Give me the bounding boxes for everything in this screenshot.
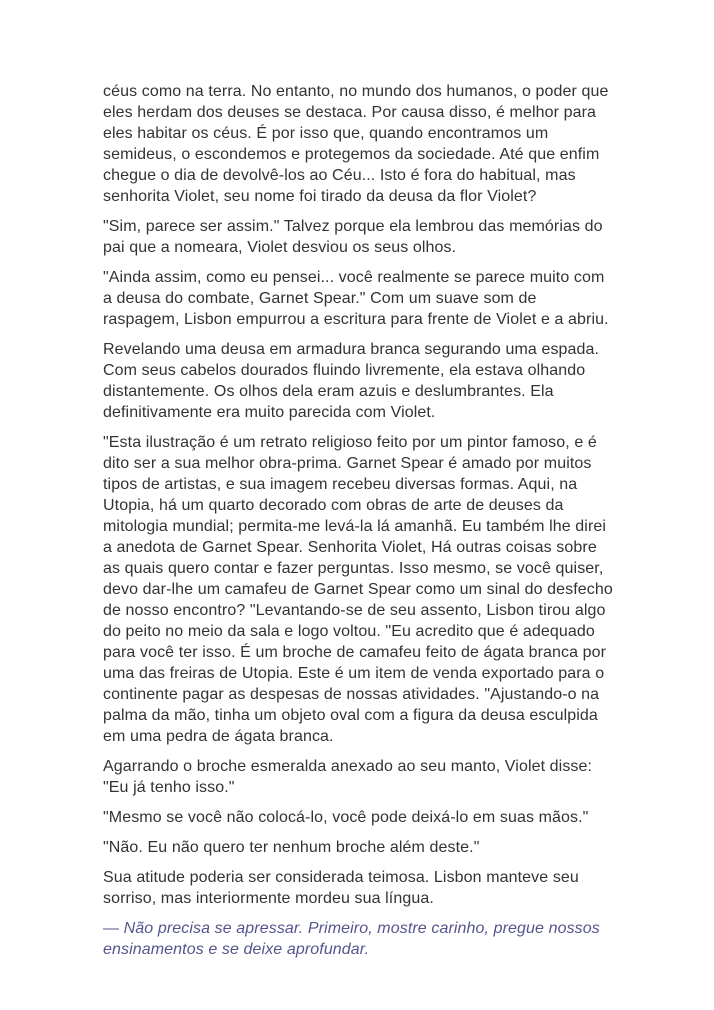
paragraph: "Esta ilustração é um retrato religioso feito por um pintor famoso, e é dito ser a sua melhor obra-prima. Garnet Spear é amado por muitos tipos de artistas, e sua imagem recebeu diversas formas. Aqui, na Utopia, há um quarto decorado com obras de arte de deuses da mitologia mundial; permita-me levá-la lá amanhã. Eu também lhe direi a anedota de Garnet Spear. Senhorita Violet, Há outras coisas sobre as quais quero contar e fazer perguntas. Isso mesmo, se você quiser, devo dar-lhe um camafeu de Garnet Spear como um sinal do desfecho de nosso encontro? "Levantando-se de seu assento, Lisbon tirou algo do peito no meio da sala e logo voltou. "Eu acredito que é adequado para você ter isso. É um broche de camafeu feito de ágata branca por uma das freiras de Utopia. Este é um item de venda exportado para o continente pagar as despesas de nossas atividades. "Ajustando-o na palma da mão, tinha um objeto oval com a figura da deusa esculpida em uma pedra de ágata branca. <box>103 434 613 745</box>
paragraph: céus como na terra. No entanto, no mundo dos humanos, o poder que eles herdam dos deuses se destaca. Por causa disso, é melhor para eles habitar os céus. É por isso que, quando encontramos um semideus, o escondemos e protegemos da sociedade. Até que enfim chegue o dia de devolvê-los ao Céu... Isto é fora do habitual, mas senhorita Violet, seu nome foi tirado da deusa da flor Violet? <box>103 83 609 205</box>
paragraph: Sua atitude poderia ser considerada teimosa. Lisbon manteve seu sorriso, mas interiormente mordeu sua língua. <box>103 869 579 907</box>
paragraph: "Não. Eu não quero ter nenhum broche além deste." <box>103 839 480 856</box>
accent-paragraph: — Não precisa se apressar. Primeiro, mostre carinho, pregue nossos ensinamentos e se deixe aprofundar. <box>103 920 600 958</box>
text-column <box>103 81 615 969</box>
paragraph: Agarrando o broche esmeralda anexado ao seu manto, Violet disse: "Eu já tenho isso." <box>103 758 593 796</box>
paragraph: Revelando uma deusa em armadura branca segurando uma espada. Com seus cabelos dourados fluindo livremente, ela estava olhando distantemente. Os olhos dela eram azuis e deslumbrantes. Ela definitivamente era muito parecida com Violet. <box>103 341 600 421</box>
paragraph: "Ainda assim, como eu pensei... você realmente se parece muito com a deusa do combate, Garnet Spear." Com um suave som de raspagem, Lisbon empurrou a escritura para frente de Violet e a abriu. <box>103 269 609 328</box>
paragraph: "Mesmo se você não colocá-lo, você pode deixá-lo em suas mãos." <box>103 809 589 826</box>
paragraph: "Sim, parece ser assim." Talvez porque ela lembrou das memórias do pai que a nomeara, Violet desviou os seus olhos. <box>103 218 603 256</box>
